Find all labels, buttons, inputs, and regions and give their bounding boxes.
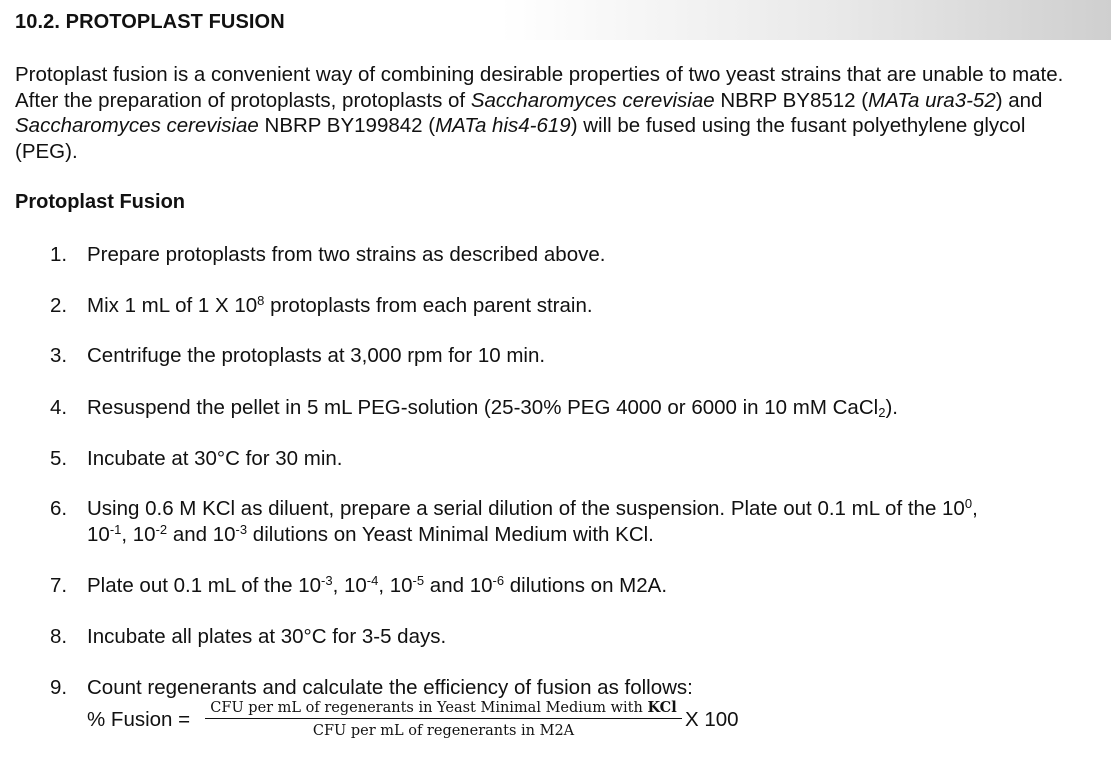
exponent: -4 xyxy=(366,573,379,588)
step-text: Prepare protoplasts from two strains as described above. xyxy=(87,243,606,266)
intro-text: Protoplast fusion is a convenient way of combining desirable properties of two yeast strains that are unable to mate. After the preparation of protoplasts, protoplasts of xyxy=(15,63,1064,112)
step-number: 8. xyxy=(50,625,68,648)
intro-paragraph xyxy=(15,62,1085,164)
step-text: Resuspend the pellet in 5 mL PEG-solution (25-30% PEG 4000 or 6000 in 10 mM CaCl$_2$). xyxy=(87,396,898,420)
step-text: Count regenerants and calculate the efficiency of fusion as follows: xyxy=(87,676,693,699)
intro-text: NBRP BY199842 ( xyxy=(258,114,436,137)
step-text: Using 0.6 M KCl as diluent, prepare a serial dilution of the suspension. Plate out 0.1 mL of the $10^0$, $10^{-1}$, $10^{-2}$ and $10^{-3}$ dilutions on Yeast Minimal Medium with KCl. xyxy=(87,496,978,546)
exponent: -2 xyxy=(155,521,168,537)
step-number: 3. xyxy=(50,344,68,367)
step-number: 7. xyxy=(50,574,68,597)
formula-label: % Fusion = xyxy=(87,708,191,731)
protocol-step-3 xyxy=(50,343,1090,369)
protocol-step-2 xyxy=(50,293,1090,319)
subscript: 2 xyxy=(878,405,886,420)
step-text: Mix 1 mL of 1 X $10^8$ protoplasts from each parent strain. xyxy=(87,293,593,317)
protocol-step-1 xyxy=(50,242,1090,268)
formula-multiplier: X 100 xyxy=(685,708,739,731)
protocol-heading: Protoplast Fusion xyxy=(15,191,185,213)
step-number: 9. xyxy=(50,676,68,699)
exponent: 8 xyxy=(257,293,265,308)
protocol-step-6 xyxy=(50,496,1090,547)
genotype: MATa ura3-52 xyxy=(868,88,996,112)
step-number: 1. xyxy=(50,243,68,266)
exponent: 0 xyxy=(964,496,973,511)
step-text: Centrifuge the protoplasts at 3,000 rpm for 10 min. xyxy=(87,344,546,367)
formula-fraction xyxy=(205,699,682,739)
species-name: Saccharomyces cerevisiae xyxy=(15,114,259,137)
step-number: 2. xyxy=(50,294,68,317)
exponent: -6 xyxy=(492,573,505,588)
step-number: 6. xyxy=(50,497,68,520)
step-text: Incubate at 30°C for 30 min. xyxy=(87,447,343,470)
protocol-step-5 xyxy=(50,446,1090,472)
intro-text: ) will be fused using the fusant polyethylene glycol (PEG). xyxy=(15,114,1026,163)
protocol-step-7 xyxy=(50,573,1090,599)
step-text: Plate out 0.1 mL of the $10^{-3}$, $10^{-4}$, $10^{-5}$ and $10^{-6}$ dilutions on M2A. xyxy=(87,573,668,597)
exponent: -1 xyxy=(109,521,122,537)
intro-text: ) and xyxy=(995,88,1043,112)
step-number: 4. xyxy=(50,396,68,419)
formula-numerator-bold: KCl xyxy=(647,699,677,716)
exponent: -5 xyxy=(412,573,425,588)
protocol-step-8 xyxy=(50,624,1090,650)
step-number: 5. xyxy=(50,447,68,470)
step-text: Incubate all plates at 30°C for 3-5 days. xyxy=(87,625,447,648)
protocol-step-4 xyxy=(50,395,1090,421)
exponent: -3 xyxy=(321,573,333,588)
species-name: Saccharomyces cerevisiae xyxy=(470,88,715,112)
formula-denominator: CFU per mL of regenerants in M2A xyxy=(312,723,575,739)
protocol-step-9 xyxy=(50,675,1090,701)
section-title: 10.2. PROTOPLAST FUSION xyxy=(15,11,285,33)
exponent: -3 xyxy=(235,521,248,537)
formula-numerator: CFU per mL of regenerants in Yeast Minimal Medium with KCl xyxy=(205,699,682,719)
genotype: MATa his4-619 xyxy=(435,114,571,137)
intro-text: NBRP BY8512 ( xyxy=(714,88,869,112)
